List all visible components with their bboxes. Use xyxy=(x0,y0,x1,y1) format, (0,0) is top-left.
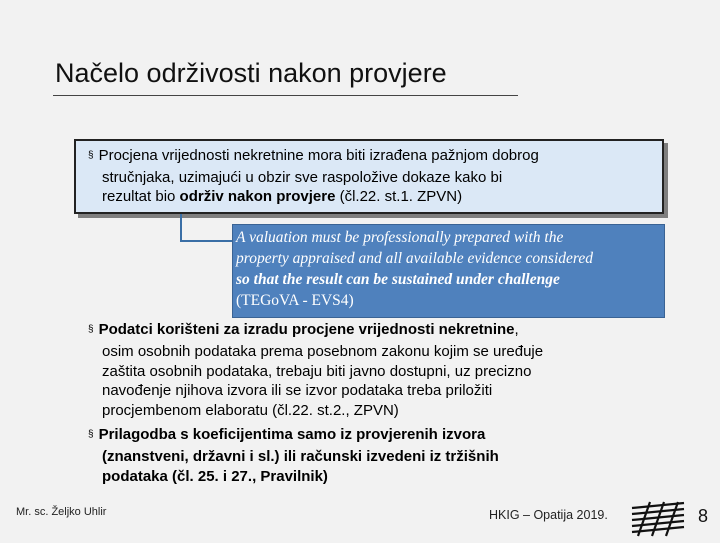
point1-line3-bold: održiv nakon provjere xyxy=(179,188,336,205)
point3-line2: (znanstveni, državni i sl.) ili računski izvedeni iz tržišnih xyxy=(102,447,499,465)
point2-bold: Podatci korišteni za izradu procjene vrijednosti nekretnine xyxy=(98,321,515,338)
point3-line3: podataka (čl. 25. i 27., Pravilnik) xyxy=(102,467,328,485)
point2-line2: osim osobnih podataka prema posebnom zakonu kojim se uređuje xyxy=(102,342,544,360)
slide-title: Načelo održivosti nakon provjere xyxy=(55,58,447,88)
point1-line2: stručnjaka, uzimajući u obzir sve raspoložive dokaze kako bi xyxy=(102,168,503,186)
point1-line3 xyxy=(88,187,636,207)
point2-line5: procjembenom elaboratu (čl.22. st.2., ZPVN) xyxy=(102,402,399,420)
callout-line3: so that the result can be sustained under challenge xyxy=(236,271,560,288)
callout-connector xyxy=(180,214,235,242)
point1-text xyxy=(88,146,636,207)
callout-line4: (TEGoVA - EVS4) xyxy=(236,292,354,309)
page-number: 8 xyxy=(698,506,709,526)
callout-line1: A valuation must be professionally prepared with the xyxy=(236,229,564,246)
point2-line4: navođenje njihova izvora ili se izvor podataka treba priložiti xyxy=(102,382,493,400)
point2-rest: , xyxy=(514,321,519,338)
title-underline xyxy=(53,95,518,96)
point3-text xyxy=(88,425,636,486)
point1-line1: Procjena vrijednosti nekretnine mora biti izrađena pažnjom dobrog xyxy=(98,147,539,164)
callout-line2: property appraised and all available evidence considered xyxy=(236,250,593,267)
bullet-icon: § xyxy=(88,150,94,161)
point1-line3-pre: rezultat bio xyxy=(102,188,180,205)
footer-event: HKIG – Opatija 2019. xyxy=(489,508,608,522)
point2-line3: zaštita osobnih podataka, trebaju biti javno dostupni, uz precizno xyxy=(102,362,532,380)
bullet-icon: § xyxy=(88,429,94,440)
callout-text xyxy=(236,227,656,311)
point1-line3-post: (čl.22. st.1. ZPVN) xyxy=(335,188,463,205)
point3-line1: Prilagodba s koeficijentima samo iz provjerenih izvora xyxy=(98,426,486,443)
footer-author: Mr. sc. Željko Uhlir xyxy=(16,506,107,518)
hkig-logo-icon xyxy=(628,500,688,543)
bullet-icon: § xyxy=(88,324,94,335)
point2-text xyxy=(88,320,636,421)
